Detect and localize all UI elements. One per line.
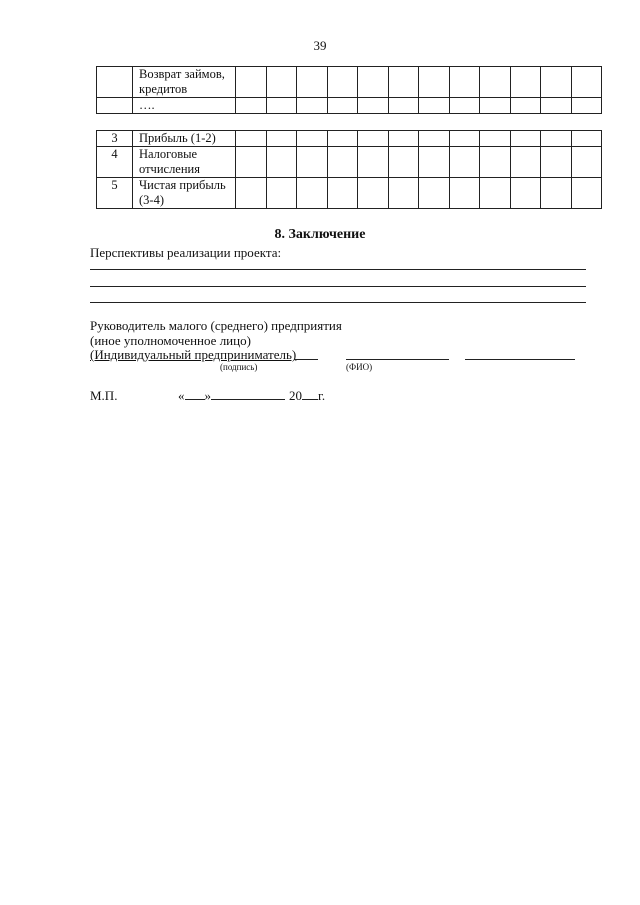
signature-caption: (подпись) — [220, 362, 258, 372]
table-row — [97, 178, 602, 209]
table-row — [97, 67, 602, 98]
value-cell — [358, 67, 389, 98]
row-number: 4 — [97, 147, 133, 178]
value-cell — [480, 178, 511, 209]
value-cell — [510, 147, 541, 178]
value-cell — [419, 178, 450, 209]
row-number — [97, 67, 133, 98]
value-cell — [388, 67, 419, 98]
value-cell — [571, 147, 602, 178]
value-cell — [266, 178, 297, 209]
value-cell — [571, 131, 602, 147]
value-cell — [358, 131, 389, 147]
value-cell — [297, 131, 328, 147]
row-label-line: Возврат займов, — [139, 67, 225, 81]
value-cell — [419, 67, 450, 98]
value-cell — [510, 178, 541, 209]
value-cell — [480, 98, 511, 114]
value-cell — [571, 178, 602, 209]
value-cell — [510, 98, 541, 114]
date-day-blank — [185, 388, 205, 400]
value-cell — [419, 131, 450, 147]
row-label — [133, 131, 236, 147]
value-cell — [541, 178, 572, 209]
prospects-line-2 — [90, 286, 586, 287]
prospects-line-1 — [90, 269, 586, 270]
row-label — [133, 67, 236, 98]
signature-line — [346, 359, 449, 360]
value-cell — [541, 131, 572, 147]
value-cell — [388, 131, 419, 147]
value-cell — [297, 67, 328, 98]
value-cell — [571, 98, 602, 114]
row-label-line: (3-4) — [139, 193, 164, 207]
date-month-blank — [211, 388, 285, 400]
section-heading: 8. Заключение — [274, 227, 366, 242]
date-year-blank — [302, 388, 318, 400]
value-cell — [358, 147, 389, 178]
value-cell — [266, 67, 297, 98]
table-row — [97, 98, 602, 114]
value-cell — [327, 67, 358, 98]
prospects-line-3 — [90, 302, 586, 303]
row-label-line: кредитов — [139, 82, 188, 96]
row-label-line: Прибыль (1-2) — [139, 131, 216, 145]
value-cell — [449, 178, 480, 209]
table-row — [97, 131, 602, 147]
value-cell — [388, 98, 419, 114]
value-cell — [236, 67, 267, 98]
value-cell — [266, 131, 297, 147]
row-label — [133, 178, 236, 209]
row-number: 3 — [97, 131, 133, 147]
row-label — [133, 98, 236, 114]
row-label-line: …. — [139, 98, 155, 112]
value-cell — [297, 178, 328, 209]
head-title-line3: (Индивидуальный предприниматель) — [90, 347, 297, 362]
value-cell — [236, 147, 267, 178]
row-label — [133, 147, 236, 178]
value-cell — [449, 147, 480, 178]
name-line — [465, 359, 575, 360]
row-label-line: Налоговые — [139, 147, 198, 161]
stamp-label: М.П. — [90, 388, 118, 403]
value-cell — [510, 67, 541, 98]
prospects-label: Перспективы реализации проекта: — [90, 245, 282, 260]
value-cell — [358, 98, 389, 114]
row-label-line: Чистая прибыль — [139, 178, 226, 192]
value-cell — [480, 147, 511, 178]
value-cell — [297, 98, 328, 114]
value-cell — [266, 147, 297, 178]
value-cell — [327, 98, 358, 114]
value-cell — [541, 98, 572, 114]
value-cell — [510, 131, 541, 147]
value-cell — [266, 98, 297, 114]
value-cell — [541, 147, 572, 178]
row-number — [97, 98, 133, 114]
value-cell — [236, 178, 267, 209]
value-cell — [327, 131, 358, 147]
page-number: 39 — [313, 38, 327, 53]
head-title-underline-tail — [294, 359, 318, 360]
value-cell — [449, 131, 480, 147]
value-cell — [449, 98, 480, 114]
value-cell — [358, 178, 389, 209]
table-row — [97, 147, 602, 178]
value-cell — [449, 67, 480, 98]
value-cell — [388, 147, 419, 178]
head-title-line2: (иное уполномоченное лицо) — [90, 333, 251, 348]
value-cell — [388, 178, 419, 209]
value-cell — [419, 147, 450, 178]
value-cell — [327, 178, 358, 209]
value-cell — [480, 67, 511, 98]
date-year-prefix: 20 — [289, 388, 302, 403]
date-line — [178, 388, 325, 404]
value-cell — [297, 147, 328, 178]
value-cell — [419, 98, 450, 114]
head-title-line1: Руководитель малого (среднего) предприятия — [90, 318, 342, 333]
name-caption: (ФИО) — [346, 362, 373, 372]
value-cell — [541, 67, 572, 98]
value-cell — [571, 67, 602, 98]
value-cell — [480, 131, 511, 147]
value-cell — [236, 98, 267, 114]
row-number: 5 — [97, 178, 133, 209]
value-cell — [327, 147, 358, 178]
date-open-quote: « — [178, 388, 185, 403]
row-label-line: отчисления — [139, 162, 200, 176]
finance-table-top — [96, 66, 602, 114]
finance-table-bottom — [96, 130, 602, 209]
date-year-suffix: г. — [318, 388, 326, 403]
value-cell — [236, 131, 267, 147]
date-close-quote: » — [204, 388, 211, 403]
